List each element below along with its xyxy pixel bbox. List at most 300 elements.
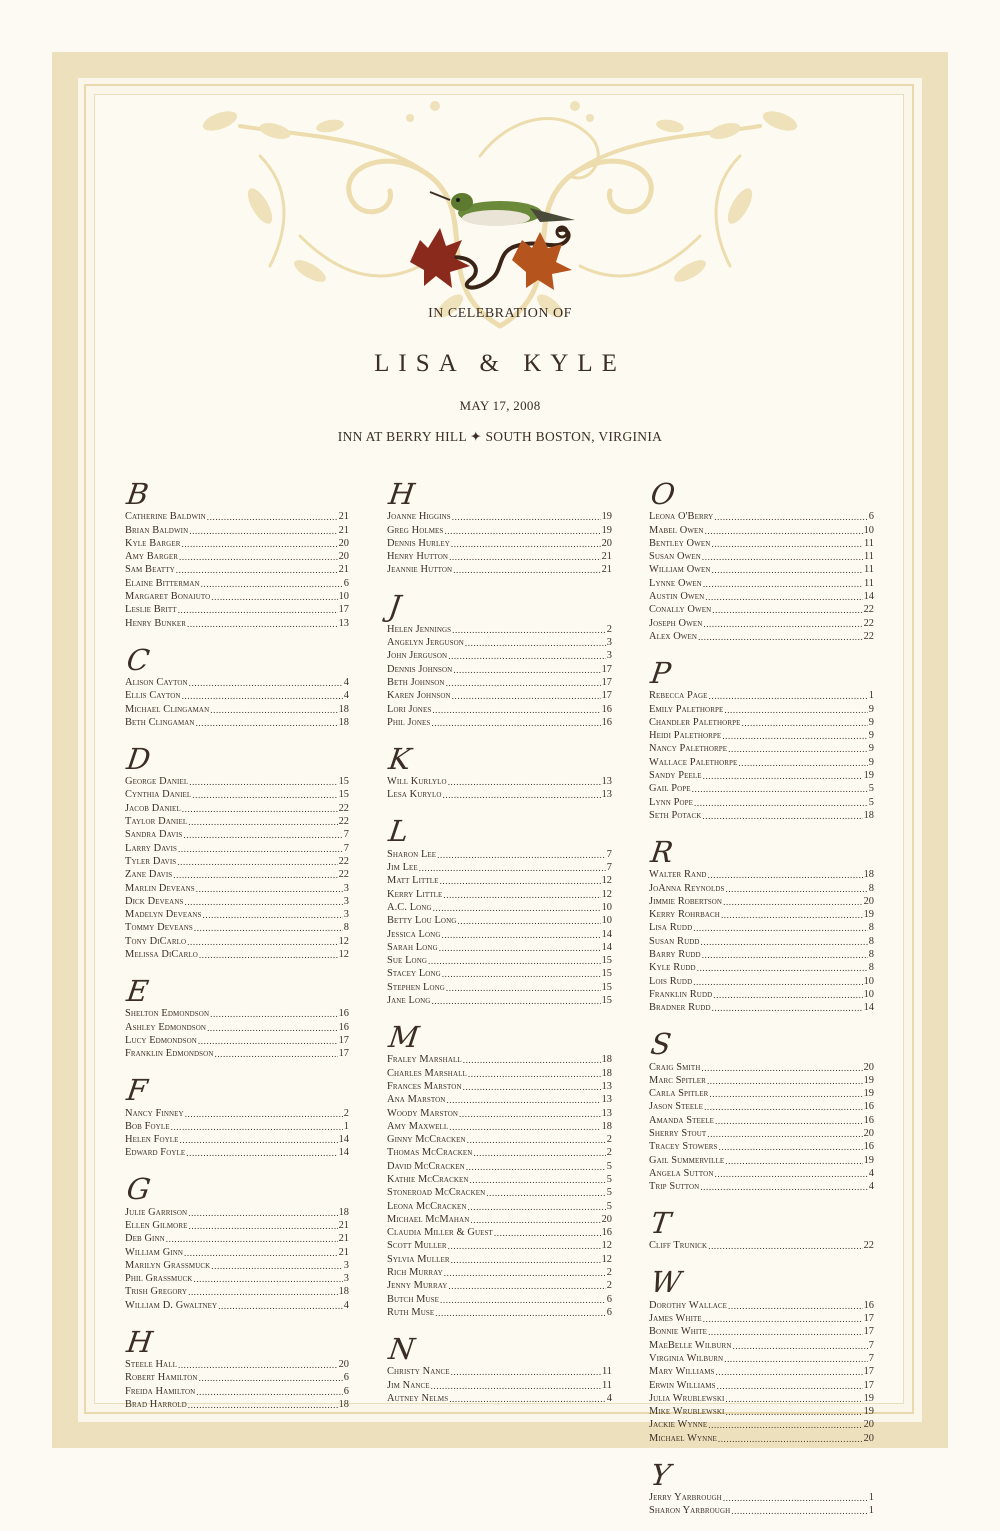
guest-entry [649,630,874,643]
guest-entry [387,874,612,887]
dot-leader [178,605,338,616]
guest-entry [125,1106,349,1119]
guest-name: William Ginn [125,1246,184,1258]
dot-leader [210,1009,338,1020]
table-number: 8 [343,922,349,934]
guest-entry [125,1205,349,1218]
dot-leader [705,526,863,537]
guest-entry [125,1034,349,1047]
dot-leader [466,1162,606,1173]
dot-leader [703,1314,863,1325]
guest-name: Virginia Wilburn [649,1352,724,1364]
guest-entry [125,1232,349,1245]
guest-name: Lois Rudd [649,975,693,987]
guest-name: Michael Wynne [649,1432,717,1444]
dot-leader [698,632,863,643]
table-number: 20 [863,895,874,907]
table-number: 11 [863,577,874,589]
dot-leader [728,1301,863,1312]
guest-name: Frances Marston [387,1080,462,1092]
group-letter: R [648,834,676,869]
dot-leader [465,638,606,649]
dot-leader [218,1301,343,1312]
table-number: 3 [343,1259,349,1271]
guest-name: Sue Long [387,955,428,967]
guest-name: Phil Jones [387,716,431,728]
table-number: 5 [868,783,874,795]
guest-name: Sandy Peele [649,770,702,782]
letter-group [125,478,349,630]
guest-name: Michael Clingaman [125,703,210,715]
table-number: 9 [868,756,874,768]
guest-entry [387,662,612,675]
guest-name: Fraley Marshall [387,1054,462,1066]
guest-entry [387,887,612,900]
guest-entry [125,1384,349,1397]
table-number: 15 [601,968,612,980]
guest-entry [649,868,874,881]
guest-name: Lucy Edmondson [125,1034,197,1046]
guest-entry [649,1074,874,1087]
table-number: 11 [863,551,874,563]
guest-entry [387,954,612,967]
guest-entry [387,775,612,788]
guest-entry [649,1113,874,1126]
dot-leader [452,512,601,523]
guest-entry [649,934,874,947]
table-number: 6 [343,1372,349,1384]
dot-leader [431,718,600,729]
dot-leader [178,844,343,855]
guest-entry [649,550,874,563]
guest-name: Lisa Rudd [649,922,693,934]
table-number: 15 [338,789,349,801]
dot-leader [449,1122,600,1133]
table-number: 20 [601,1213,612,1225]
table-number: 13 [601,1094,612,1106]
table-number: 17 [863,1366,874,1378]
guest-entry [649,1127,874,1140]
guest-entry [649,537,874,550]
table-number: 4 [868,1167,874,1179]
guest-entry [125,523,349,536]
table-number: 3 [343,882,349,894]
dot-leader [449,1394,606,1405]
table-number: 13 [601,1080,612,1092]
guest-entry [649,1431,874,1444]
table-number: 19 [863,1154,874,1166]
guest-name: Phil Grassmuck [125,1273,193,1285]
guest-name: Rich Murray [387,1267,443,1279]
table-number: 7 [343,842,349,854]
table-number: 18 [863,869,874,881]
guest-name: Claudia Miller & Guest [387,1227,493,1239]
table-number: 13 [601,789,612,801]
guest-name: Woody Marston [387,1107,459,1119]
guest-entry [649,1378,874,1391]
guest-entry [125,616,349,629]
guest-name: William D. Gwaltney [125,1299,218,1311]
guest-name: James White [649,1313,702,1325]
dot-leader [183,830,342,841]
guest-name: Larry Davis [125,842,178,854]
table-number: 8 [868,882,874,894]
guest-name: Julie Garrison [125,1206,188,1218]
guest-name: Sandra Davis [125,829,183,841]
dot-leader [693,923,868,934]
group-letter: C [124,642,152,677]
group-letter: S [648,1027,674,1062]
table-number: 4 [606,1392,612,1404]
guest-name: Matt Little [387,875,439,887]
guest-entry [649,961,874,974]
guest-name: Ana Marston [387,1094,446,1106]
guest-entry [649,1167,874,1180]
dot-leader [725,1156,862,1167]
dot-leader [703,771,863,782]
guest-entry [649,1338,874,1351]
guest-name: Amy Maxwell [387,1120,449,1132]
guest-name: Kerry Little [387,888,443,900]
dot-leader [738,758,867,769]
dot-leader [207,512,338,523]
guest-name: Beth Johnson [387,676,445,688]
guest-name: Dick Deveans [125,895,184,907]
guest-name: Kyle Rudd [649,962,696,974]
guest-entry [387,1252,612,1265]
table-number: 19 [863,1088,874,1100]
table-number: 12 [601,888,612,900]
guest-entry [387,649,612,662]
guest-name: Sarah Long [387,941,438,953]
dot-leader [178,1360,338,1371]
table-number: 22 [338,802,349,814]
dot-leader [166,1234,338,1245]
letter-group [387,1333,612,1405]
guest-name: George Daniel [125,776,189,788]
dot-leader [719,1142,863,1153]
guest-name: Marc Spitler [649,1074,706,1086]
table-number: 17 [338,1048,349,1060]
dot-leader [198,1036,338,1047]
guest-entry [125,881,349,894]
table-number: 19 [601,511,612,523]
table-number: 6 [868,511,874,523]
dot-leader [697,963,868,974]
guest-name: Marlin Deveans [125,882,195,894]
guest-name: Dennis Johnson [387,663,453,675]
guest-entry [649,1298,874,1311]
guest-entry [649,908,874,921]
letter-group [387,478,612,576]
guest-name: Bonnie White [649,1326,708,1338]
dot-leader [189,678,343,689]
guest-name: Barry Rudd [649,949,701,961]
guest-name: Dennis Hurley [387,537,450,549]
letter-group [125,743,349,961]
guest-name: Alex Owen [649,630,698,642]
guest-name: A.C. Long [387,901,432,913]
table-number: 11 [601,1366,612,1378]
dot-leader [211,1261,343,1272]
guest-entry [125,908,349,921]
table-number: 5 [606,1187,612,1199]
dot-leader [419,863,606,874]
table-number: 14 [863,591,874,603]
table-number: 5 [606,1200,612,1212]
dot-leader [704,1102,863,1113]
guest-name: Thomas McCracken [387,1147,473,1159]
dot-leader [714,512,868,523]
dot-leader [712,605,862,616]
guest-entry [125,563,349,576]
table-number: 11 [863,564,874,576]
guest-entry [649,1140,874,1153]
table-number: 17 [601,690,612,702]
guest-name: Bob Foyle [125,1120,170,1132]
table-number: 3 [343,909,349,921]
guest-entry [387,1292,612,1305]
table-number: 8 [868,922,874,934]
guest-entry [649,921,874,934]
guest-entry [387,1378,612,1391]
dot-leader [199,950,338,961]
seating-column-1 [125,478,349,1425]
dot-leader [201,579,343,590]
guest-entry [125,1146,349,1159]
guest-entry [387,716,612,729]
group-letter: H [386,477,417,511]
guest-name: Heidi Palethorpe [649,730,722,742]
guest-name: Lynne Owen [649,577,702,589]
dot-leader [715,1116,863,1127]
guest-entry [649,809,874,822]
guest-entry [387,1199,612,1212]
guest-entry [649,1392,874,1405]
table-number: 8 [868,962,874,974]
dot-leader [444,526,600,537]
guest-entry [125,815,349,828]
dot-leader [731,1506,868,1517]
dot-leader [437,850,606,861]
table-number: 2 [606,1267,612,1279]
dot-leader [173,870,337,881]
dot-leader [189,526,337,537]
guest-entry [125,855,349,868]
table-number: 15 [601,995,612,1007]
guest-name: Ruth Muse [387,1306,435,1318]
guest-name: Bradner Rudd [649,1002,711,1014]
table-number: 12 [601,1240,612,1252]
dot-leader [177,857,337,868]
dot-leader [709,691,868,702]
guest-name: Jimmie Robertson [649,895,723,907]
group-letter: P [648,655,673,690]
table-number: 16 [601,716,612,728]
table-number: 21 [338,564,349,576]
guest-name: Joseph Owen [649,617,703,629]
guest-name: Trish Gregory [125,1286,188,1298]
dot-leader [449,552,601,563]
dot-leader [453,665,600,676]
guest-name: Betty Lou Long [387,915,457,927]
guest-entry [387,1053,612,1066]
guest-entry [125,702,349,715]
group-letter: W [648,1265,684,1300]
letter-group [387,743,612,802]
guest-entry [125,576,349,589]
dot-leader [448,777,601,788]
guest-entry [387,1173,612,1186]
letter-group [649,1266,874,1444]
table-number: 16 [601,703,612,715]
table-number: 16 [338,1021,349,1033]
seating-column-3 [649,478,874,1531]
dot-leader [448,1281,605,1292]
guest-name: Sherry Stout [649,1127,707,1139]
group-letter: B [124,477,151,511]
table-number: 21 [338,1219,349,1231]
dot-leader [446,983,601,994]
guest-name: Greg Holmes [387,524,444,536]
guest-name: Craig Smith [649,1061,701,1073]
guest-name: Tommy Deveans [125,922,193,934]
guest-entry [387,994,612,1007]
table-number: 21 [338,1233,349,1245]
dot-leader [196,884,343,895]
table-number: 2 [606,1147,612,1159]
guest-entry [387,676,612,689]
table-number: 17 [601,676,612,688]
dot-leader [709,1089,862,1100]
guest-name: Sylvia Muller [387,1253,450,1265]
guest-name: Walter Rand [649,869,707,881]
table-number: 12 [338,949,349,961]
guest-name: Ellen Gilmore [125,1219,188,1231]
guest-name: Mabel Owen [649,524,704,536]
table-number: 2 [343,1107,349,1119]
guest-entry [649,1001,874,1014]
guest-name: Amy Barger [125,551,179,563]
guest-entry [125,1047,349,1060]
group-letter: O [648,477,678,511]
guest-entry [125,1285,349,1298]
dot-leader [211,592,337,603]
guest-entry [125,1020,349,1033]
table-number: 20 [601,537,612,549]
table-number: 17 [863,1313,874,1325]
guest-name: Helen Jennings [387,623,452,635]
guest-name: John Jerguson [387,650,448,662]
guest-entry [125,1219,349,1232]
guest-name: Angela Sutton [649,1167,714,1179]
guest-name: Tyler Davis [125,855,177,867]
dot-leader [724,1354,868,1365]
dot-leader [712,1003,863,1014]
table-number: 10 [338,591,349,603]
dot-leader [723,1493,868,1504]
table-number: 20 [863,1127,874,1139]
table-number: 4 [343,1299,349,1311]
dot-leader [444,1268,606,1279]
letter-group [125,644,349,729]
dot-leader [494,1228,601,1239]
dot-leader [440,876,601,887]
table-number: 16 [863,1101,874,1113]
table-number: 18 [338,1286,349,1298]
guest-name: Michael McMahan [387,1213,470,1225]
guest-name: Henry Bunker [125,617,187,629]
guest-entry [125,1272,349,1285]
guest-entry [649,782,874,795]
dot-leader [184,1248,338,1259]
guest-entry [387,788,612,801]
table-number: 18 [338,1206,349,1218]
table-number: 21 [338,524,349,536]
group-letter: J [386,589,404,624]
guest-name: Rebecca Page [649,690,708,702]
guest-name: Jessica Long [387,928,441,940]
guest-entry [125,716,349,729]
letter-group [649,478,874,643]
guest-entry [649,1100,874,1113]
guest-name: Lesa Kurylo [387,789,442,801]
guest-entry [387,636,612,649]
table-number: 15 [601,955,612,967]
guest-entry [387,1146,612,1159]
table-number: 18 [338,1398,349,1410]
guest-entry [649,523,874,536]
dot-leader [188,1208,337,1219]
table-number: 22 [338,855,349,867]
table-number: 8 [868,935,874,947]
guest-name: Kyle Barger [125,537,181,549]
guest-name: Brad Harrold [125,1398,187,1410]
dot-leader [457,916,600,927]
guest-name: Zane Davis [125,869,173,881]
table-number: 3 [343,1273,349,1285]
dot-leader [711,539,863,550]
guest-name: William Owen [649,564,711,576]
table-number: 18 [601,1054,612,1066]
dot-leader [463,1082,601,1093]
dot-leader [692,784,868,795]
table-number: 12 [601,1253,612,1265]
dot-leader [203,910,343,921]
table-number: 4 [343,676,349,688]
table-number: 10 [601,901,612,913]
table-number: 3 [606,637,612,649]
group-letter: Y [648,1457,673,1492]
guest-name: Seth Potack [649,809,702,821]
guest-name: Jeannie Hutton [387,564,453,576]
table-number: 14 [601,941,612,953]
guest-name: Ashley Edmondson [125,1021,207,1033]
dot-leader [448,651,606,662]
dot-leader [189,777,337,788]
guest-name: Franklin Edmondson [125,1048,214,1060]
dot-leader [702,552,863,563]
guest-entry [387,941,612,954]
table-number: 21 [601,564,612,576]
group-letter: N [386,1331,417,1366]
guest-name: Mike Wrublewski [649,1406,725,1418]
dot-leader [435,1308,606,1319]
guest-entry [387,1266,612,1279]
dot-leader [452,625,606,636]
guest-entry [649,1504,874,1517]
guest-entry [387,702,612,715]
